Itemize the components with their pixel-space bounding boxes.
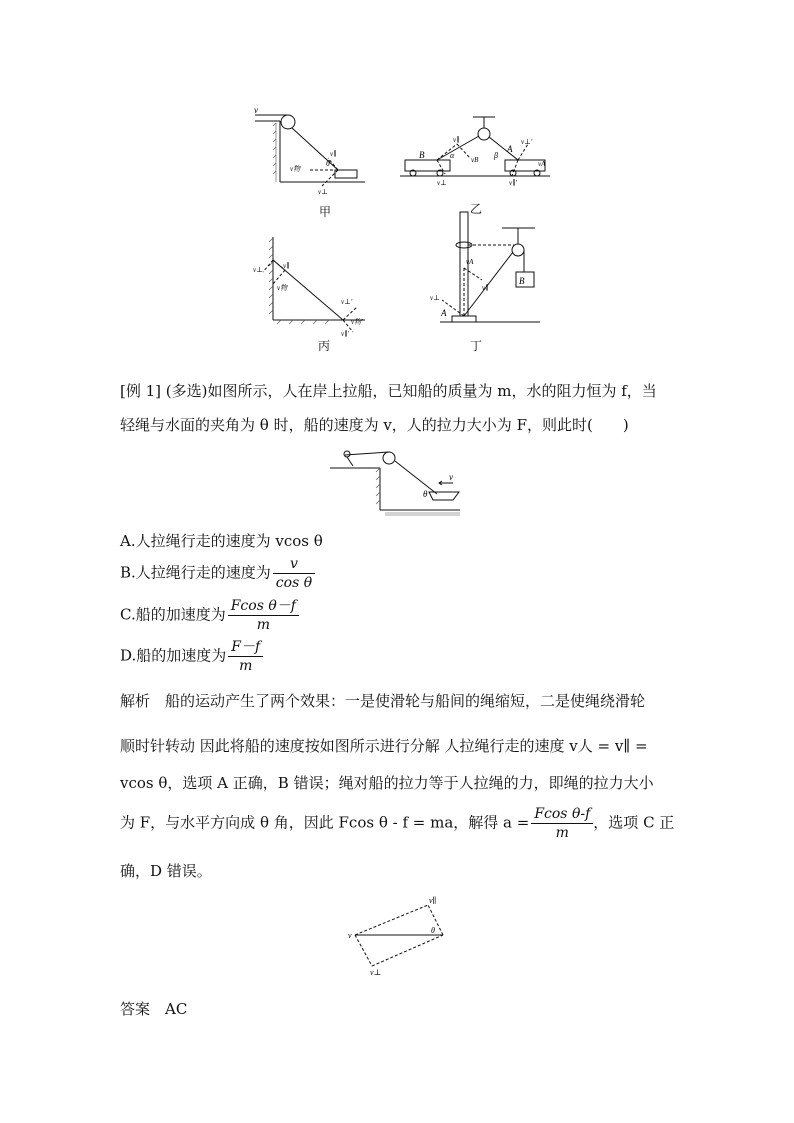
yi-vperp-prime-label: v⊥′ [521, 138, 533, 146]
figure-jia-caption: 甲 [318, 205, 331, 219]
yi-alpha-label: α [450, 151, 455, 160]
solution-numerator: Fcos θ-f [531, 805, 593, 824]
example-line-1: [例 1] (多选)如图所示，人在岸上拉船，已知船的质量为 m，水的阻力恒为 f，当 [120, 382, 657, 400]
answer: 答案 AC [120, 1000, 188, 1018]
solution-line-4-pre: 为 F，与水平方向成 θ 角，因此 Fcos θ - f = ma，解得 a = [120, 813, 530, 832]
bing-vobj-prime-label: v物′ [351, 318, 363, 326]
option-b-fraction [273, 555, 315, 592]
yi-A-label: A [507, 144, 513, 154]
bing-vperp-label: v⊥ [253, 266, 263, 274]
figure-bing-caption: 丙 [317, 339, 330, 353]
option-d-fraction [228, 638, 263, 675]
option-c-text: C.船的加速度为 [120, 605, 226, 624]
option-d-denominator: m [239, 658, 253, 674]
solution-line-5: 确，D 错误。 [120, 862, 212, 880]
solution-line-4 [120, 805, 674, 842]
jia-vobj-label: v物 [290, 165, 301, 173]
figure-ding-caption: 丁 [469, 339, 482, 353]
solution-line-1: 解析 船的运动产生了两个效果：一是使滑轮与船间的绳缩短，二是使绳绕滑轮 [120, 692, 646, 710]
solution-line-3: vcos θ，选项 A 正确，B 错误；绳对船的拉力等于人拉绳的力，即绳的拉力大小 [120, 774, 654, 792]
decomposition-figure [345, 893, 455, 978]
yi-vpar-label: v∥ [453, 136, 460, 144]
solution-denominator: m [555, 825, 569, 841]
solution-fraction [531, 805, 593, 842]
option-a: A.人拉绳行走的速度为 vcos θ [120, 532, 323, 550]
example-line-2: 轻绳与水面的夹角为 θ 时，船的速度为 v，人的拉力大小为 F，则此时( ) [120, 416, 629, 434]
jia-v-label: v [254, 105, 258, 115]
example-figure [325, 448, 465, 520]
decomp-vperp-label: v⊥ [370, 968, 382, 977]
figure-yi [395, 112, 560, 192]
solution-line-4-post: ，选项 C 正 [593, 813, 675, 832]
decomp-theta-label: θ [431, 926, 435, 935]
decomp-vpar-label: v∥ [429, 896, 437, 905]
decomp-v-label: v [348, 931, 352, 940]
jia-theta-label: θ [326, 159, 330, 168]
bing-vobj-label: v物 [277, 284, 288, 292]
bing-vpar-label: v∥ [283, 262, 290, 270]
option-c-numerator: Fcos θ－f [228, 597, 299, 616]
yi-B-label: B [419, 150, 425, 160]
figure-bing [245, 232, 380, 338]
ding-vperp-label: v⊥ [430, 294, 440, 302]
figure-jia [240, 100, 370, 200]
example-theta-label: θ [423, 489, 428, 499]
option-b [120, 555, 315, 592]
option-c-fraction [228, 597, 299, 634]
option-d-text: D.船的加速度为 [120, 646, 227, 665]
bing-vpar-prime-label: v∥′ [341, 330, 349, 338]
yi-vperp-label: v⊥ [437, 179, 447, 187]
jia-vpar-label: v∥ [330, 150, 337, 158]
example-v-label: v [449, 472, 453, 482]
yi-vpar-prime-label: v∥′ [509, 179, 517, 187]
yi-vA-label: vA [538, 160, 546, 168]
yi-vB-label: vB [471, 156, 479, 164]
ding-A-label: A [441, 308, 447, 318]
option-b-denominator: cos θ [275, 575, 313, 591]
figure-ding [420, 200, 545, 330]
option-d [120, 638, 263, 675]
ding-B-label: B [519, 276, 525, 286]
ding-vA-label: vA [466, 258, 474, 266]
solution-line-2: 顺时针转动 因此将船的速度按如图所示进行分解 人拉绳行走的速度 v人 = v∥ = [120, 737, 648, 755]
option-c-denominator: m [256, 617, 270, 633]
figure-yi-caption: 乙 [469, 202, 482, 216]
option-d-numerator: F－f [228, 638, 263, 657]
ding-vpar-label: v∥ [482, 284, 489, 292]
option-c [120, 597, 299, 634]
option-b-text: B.人拉绳行走的速度为 [120, 563, 271, 582]
bing-vperp-prime-label: v⊥′ [341, 298, 353, 306]
yi-beta-label: β [494, 151, 498, 160]
option-b-numerator: v [273, 555, 315, 574]
jia-vperp-label: v⊥ [318, 188, 328, 196]
